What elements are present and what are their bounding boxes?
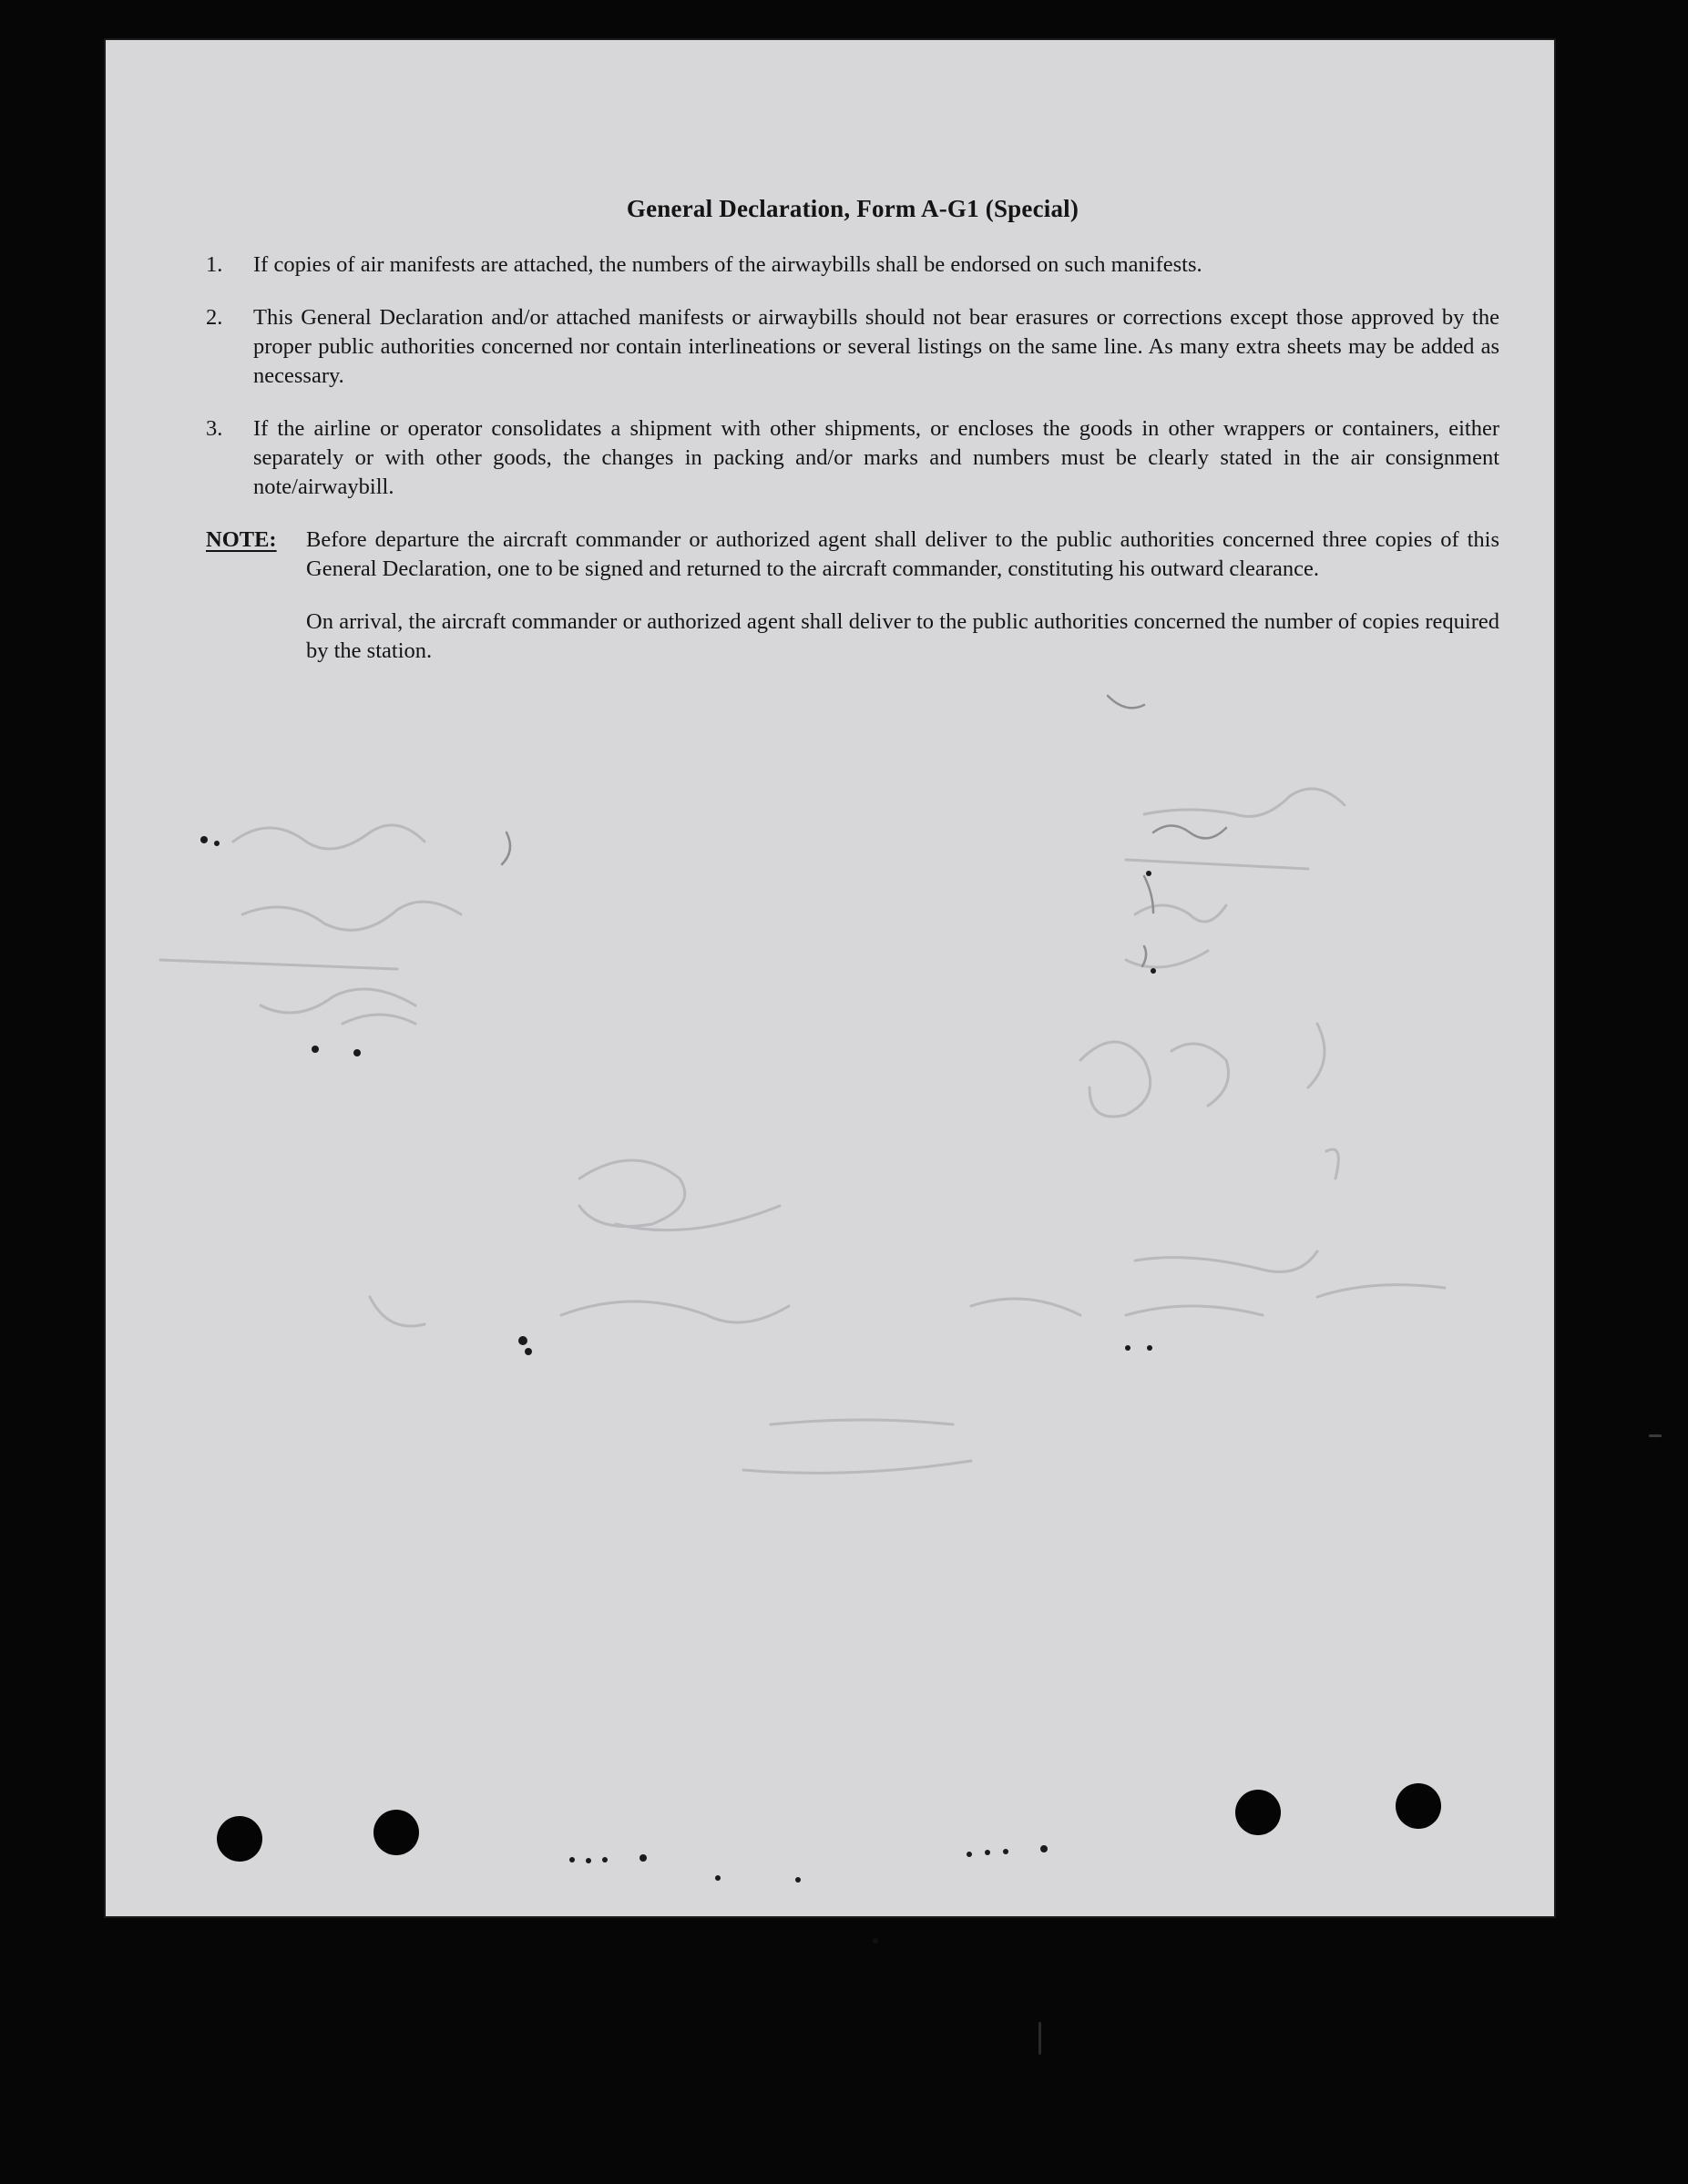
- punch-hole-bottom-left-1: [217, 1816, 262, 1862]
- scan-speck: [873, 1938, 878, 1944]
- item-number: 1.: [206, 252, 223, 277]
- note-paragraph-arrival: On arrival, the aircraft commander or authorized agent shall deliver to the public authorities concerned the number of copies required by the station.: [306, 609, 1499, 663]
- item-text: If copies of air manifests are attached, the numbers of the airwaybills shall be endorsed on such manifests.: [253, 252, 1202, 277]
- item-text: This General Declaration and/or attached manifests or airwaybills should not bear erasures or corrections except those approved by the proper public authorities concerned nor contain interlineations or several listings on the same line. As many extra sheets may be added as necessary.: [253, 305, 1499, 388]
- note-body: [306, 526, 1499, 689]
- scan-speck: [1649, 1434, 1662, 1437]
- note-label: NOTE:: [206, 527, 277, 552]
- form-title: General Declaration, Form A-G1 (Special): [626, 195, 1079, 222]
- note-paragraph-departure: Before departure the aircraft commander or authorized agent shall deliver to the public authorities concerned three copies of this General Declaration, one to be signed and returned to the aircraft commander, constituting his outward clearance.: [306, 527, 1499, 581]
- item-number: 3.: [206, 416, 223, 441]
- punch-hole-bottom-left-2: [373, 1810, 419, 1855]
- declaration-text: [206, 195, 1499, 689]
- punch-hole-bottom-right-1: [1235, 1790, 1281, 1835]
- instruction-item-2: [206, 303, 1499, 391]
- instruction-item-1: [206, 250, 1499, 280]
- instruction-item-3: [206, 414, 1499, 502]
- item-text: If the airline or operator consolidates a shipment with other shipments, or encloses the goods in other wrappers or containers, either separately or with other goods, the changes in packing and/or marks and numbers must be clearly stated in the air consignment note/airwaybill.: [253, 416, 1499, 499]
- scan-speck: [1038, 2022, 1041, 2055]
- document-page: [106, 40, 1554, 1916]
- punch-hole-bottom-right-2: [1396, 1783, 1441, 1829]
- item-number: 2.: [206, 305, 223, 330]
- note-section: [206, 526, 1499, 689]
